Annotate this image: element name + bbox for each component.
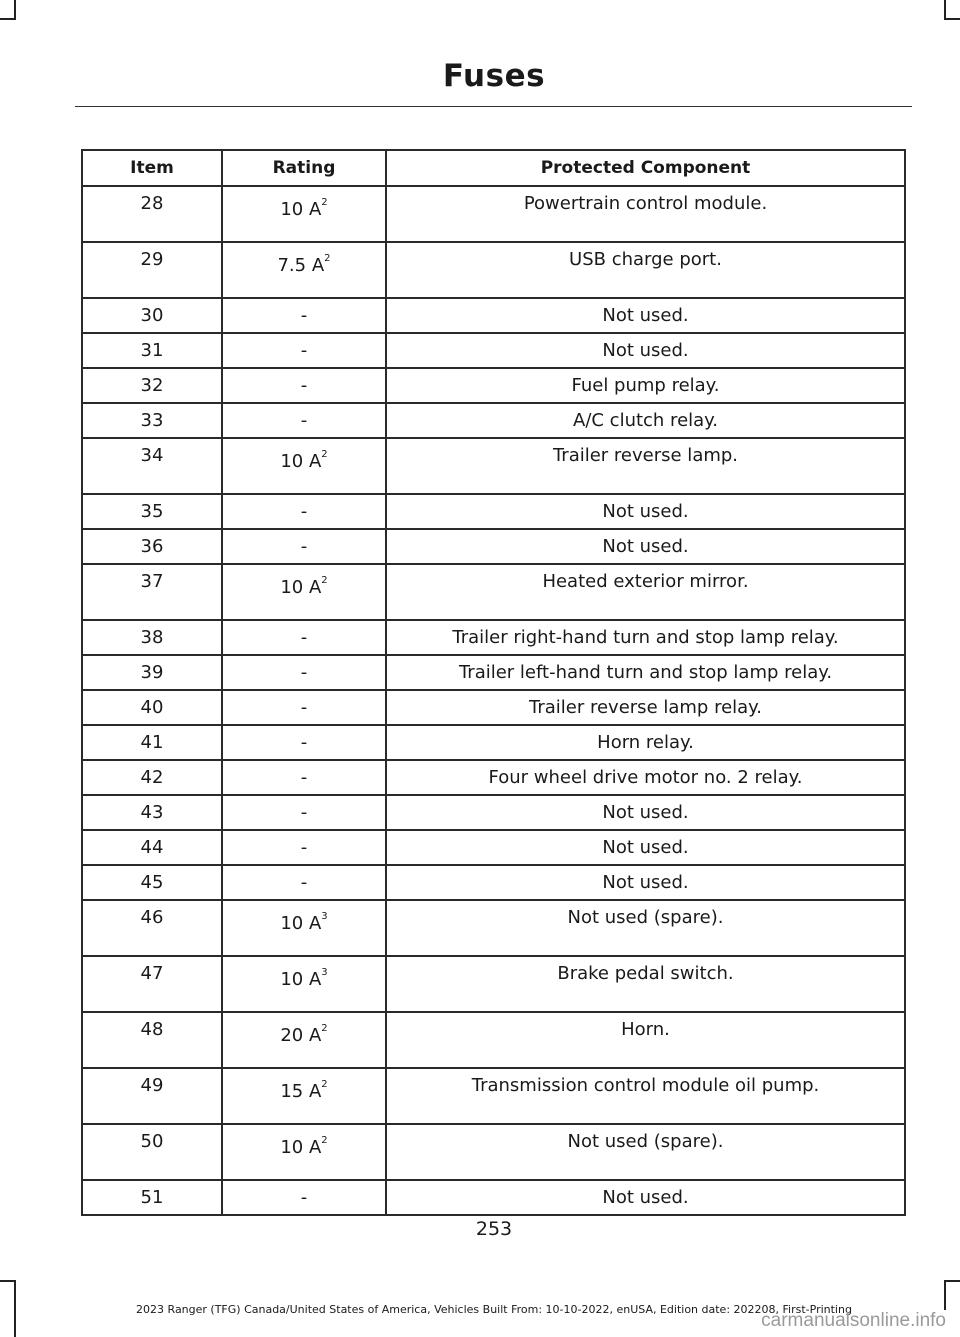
rating-value: -: [300, 662, 308, 683]
rating-value: 20 A: [280, 1025, 322, 1046]
cell-item: 39: [82, 655, 222, 690]
cell-item: 29: [82, 242, 222, 298]
cell-rating: [222, 242, 386, 298]
cell-protected-component: USB charge port.: [386, 242, 905, 298]
cell-item: 36: [82, 529, 222, 564]
column-header-rating: Rating: [222, 150, 386, 186]
cell-protected-component: Powertrain control module.: [386, 186, 905, 242]
cell-rating: [222, 956, 386, 1012]
cell-rating: [222, 333, 386, 368]
cell-item: 48: [82, 1012, 222, 1068]
rating-value: -: [300, 536, 308, 557]
crop-mark-top-left: [14, 0, 16, 20]
rating-value: 10 A: [280, 913, 322, 934]
page-number: 253: [475, 1218, 513, 1240]
watermark: carmanualsonline.info: [761, 1310, 946, 1331]
cell-rating: [222, 1068, 386, 1124]
footnote-marker: 2: [321, 449, 328, 460]
rating-value: -: [300, 872, 308, 893]
rating-value: -: [300, 837, 308, 858]
cell-rating: [222, 368, 386, 403]
rating-value: -: [300, 767, 308, 788]
rating-value: -: [300, 375, 308, 396]
rating-value: 15 A: [280, 1081, 322, 1102]
table-row: [82, 795, 905, 830]
table-row: [82, 438, 905, 494]
page-title: Fuses: [442, 58, 546, 94]
table-row: [82, 690, 905, 725]
cell-rating: [222, 186, 386, 242]
footnote-marker: 3: [321, 967, 328, 978]
cell-rating: [222, 298, 386, 333]
cell-protected-component: Trailer reverse lamp relay.: [386, 690, 905, 725]
crop-mark-bottom-right: [944, 1280, 960, 1282]
footnote-marker: 2: [321, 1135, 328, 1146]
table-row: [82, 655, 905, 690]
rating-value: -: [300, 1187, 308, 1208]
rating-value: 10 A: [280, 1137, 322, 1158]
cell-item: 51: [82, 1180, 222, 1215]
crop-mark-top-right: [944, 18, 960, 20]
table-row: [82, 1068, 905, 1124]
cell-protected-component: Horn relay.: [386, 725, 905, 760]
cell-item: 35: [82, 494, 222, 529]
cell-rating: [222, 438, 386, 494]
cell-protected-component: Not used.: [386, 333, 905, 368]
rating-value: -: [300, 305, 308, 326]
table-row: [82, 725, 905, 760]
cell-item: 40: [82, 690, 222, 725]
table-row: [82, 403, 905, 438]
edition-footer: 2023 Ranger (TFG) Canada/United States of America, Vehicles Built From: 10-10-2022, enUSA, Edition date: 202208, First-Printing: [136, 1303, 852, 1316]
column-header-item: Item: [82, 150, 222, 186]
cell-protected-component: Trailer left-hand turn and stop lamp relay.: [386, 655, 905, 690]
cell-protected-component: Not used.: [386, 830, 905, 865]
cell-item: 46: [82, 900, 222, 956]
table-row: [82, 242, 905, 298]
rating-value: 10 A: [280, 577, 322, 598]
cell-item: 42: [82, 760, 222, 795]
rating-value: 10 A: [280, 199, 322, 220]
crop-mark-bottom-left: [0, 1280, 16, 1282]
cell-rating: [222, 865, 386, 900]
footnote-marker: 3: [321, 911, 328, 922]
footnote-marker: 2: [321, 1023, 328, 1034]
footnote-marker: 2: [324, 253, 331, 264]
cell-protected-component: Not used.: [386, 494, 905, 529]
cell-rating: [222, 1012, 386, 1068]
title-divider: [75, 106, 912, 107]
cell-protected-component: Horn.: [386, 1012, 905, 1068]
cell-rating: [222, 900, 386, 956]
cell-protected-component: Not used.: [386, 795, 905, 830]
cell-rating: [222, 529, 386, 564]
table-row: [82, 830, 905, 865]
cell-protected-component: Brake pedal switch.: [386, 956, 905, 1012]
cell-item: 49: [82, 1068, 222, 1124]
table-row: [82, 529, 905, 564]
table-row: [82, 494, 905, 529]
rating-value: -: [300, 340, 308, 361]
cell-rating: [222, 1180, 386, 1215]
cell-item: 38: [82, 620, 222, 655]
cell-item: 47: [82, 956, 222, 1012]
cell-item: 30: [82, 298, 222, 333]
cell-item: 34: [82, 438, 222, 494]
cell-item: 50: [82, 1124, 222, 1180]
cell-rating: [222, 690, 386, 725]
cell-item: 45: [82, 865, 222, 900]
cell-rating: [222, 795, 386, 830]
table-row: [82, 368, 905, 403]
cell-item: 37: [82, 564, 222, 620]
cell-item: 44: [82, 830, 222, 865]
table-row: [82, 1180, 905, 1215]
rating-value: -: [300, 627, 308, 648]
fuse-table: [81, 149, 906, 1216]
cell-protected-component: Not used (spare).: [386, 900, 905, 956]
column-header-component: Protected Component: [386, 150, 905, 186]
cell-protected-component: Not used (spare).: [386, 1124, 905, 1180]
table-header-row: [82, 150, 905, 186]
cell-protected-component: Not used.: [386, 529, 905, 564]
cell-rating: [222, 620, 386, 655]
cell-rating: [222, 403, 386, 438]
rating-value: 10 A: [280, 969, 322, 990]
table-row: [82, 298, 905, 333]
cell-protected-component: Trailer reverse lamp.: [386, 438, 905, 494]
table-row: [82, 1012, 905, 1068]
table-row: [82, 865, 905, 900]
rating-value: 10 A: [280, 451, 322, 472]
rating-value: -: [300, 802, 308, 823]
cell-protected-component: Transmission control module oil pump.: [386, 1068, 905, 1124]
cell-protected-component: Not used.: [386, 1180, 905, 1215]
cell-item: 32: [82, 368, 222, 403]
table-row: [82, 1124, 905, 1180]
footnote-marker: 2: [321, 1079, 328, 1090]
crop-mark-top-right: [944, 0, 946, 20]
cell-protected-component: Heated exterior mirror.: [386, 564, 905, 620]
table-row: [82, 620, 905, 655]
fuse-table-body: [82, 186, 905, 1215]
table-row: [82, 186, 905, 242]
rating-value: -: [300, 501, 308, 522]
table-row: [82, 900, 905, 956]
table-row: [82, 333, 905, 368]
rating-value: -: [300, 410, 308, 431]
cell-item: 33: [82, 403, 222, 438]
cell-rating: [222, 564, 386, 620]
cell-protected-component: A/C clutch relay.: [386, 403, 905, 438]
cell-protected-component: Four wheel drive motor no. 2 relay.: [386, 760, 905, 795]
rating-value: 7.5 A: [277, 255, 325, 276]
crop-mark-top-left: [0, 18, 16, 20]
cell-protected-component: Fuel pump relay.: [386, 368, 905, 403]
cell-protected-component: Not used.: [386, 298, 905, 333]
footnote-marker: 2: [321, 575, 328, 586]
cell-rating: [222, 725, 386, 760]
cell-rating: [222, 760, 386, 795]
cell-rating: [222, 1124, 386, 1180]
cell-item: 31: [82, 333, 222, 368]
table-row: [82, 956, 905, 1012]
table-row: [82, 564, 905, 620]
cell-item: 28: [82, 186, 222, 242]
cell-rating: [222, 494, 386, 529]
table-row: [82, 760, 905, 795]
footnote-marker: 2: [321, 197, 328, 208]
cell-rating: [222, 655, 386, 690]
cell-rating: [222, 830, 386, 865]
cell-protected-component: Trailer right-hand turn and stop lamp relay.: [386, 620, 905, 655]
rating-value: -: [300, 732, 308, 753]
cell-item: 43: [82, 795, 222, 830]
cell-item: 41: [82, 725, 222, 760]
rating-value: -: [300, 697, 308, 718]
cell-protected-component: Not used.: [386, 865, 905, 900]
